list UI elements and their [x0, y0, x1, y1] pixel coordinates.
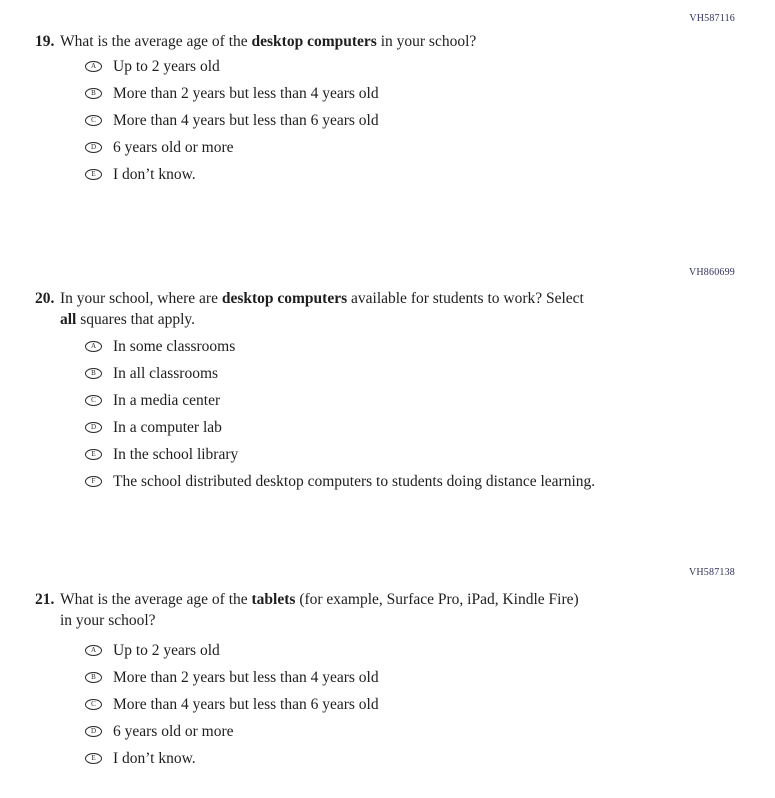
answer-bubble-icon[interactable] [85, 672, 102, 683]
answer-bubble-icon[interactable] [85, 169, 102, 180]
option-label: More than 2 years but less than 4 years old [113, 85, 379, 102]
answer-option[interactable] [85, 107, 745, 134]
question-21-line2 [60, 610, 579, 631]
question-21-row [35, 589, 745, 631]
option-label: More than 2 years but less than 4 years old [113, 669, 379, 686]
answer-bubble-icon[interactable] [85, 422, 102, 433]
option-letter: C [91, 395, 96, 404]
option-label: 6 years old or more [113, 723, 234, 740]
question-21-line1 [60, 589, 579, 610]
option-letter: C [91, 699, 96, 708]
option-label: In a computer lab [113, 419, 222, 436]
option-letter: D [90, 142, 97, 151]
answer-bubble-icon[interactable] [85, 726, 102, 737]
answer-option[interactable] [85, 360, 745, 387]
option-label: More than 4 years but less than 6 years old [113, 696, 379, 713]
option-label: Up to 2 years old [113, 642, 220, 659]
answer-option[interactable] [85, 718, 745, 745]
question-text-segment: In your school, where are [60, 290, 222, 307]
question-text-segment: squares that apply. [76, 311, 196, 328]
question-20-line2 [60, 309, 584, 330]
answer-bubble-icon[interactable] [85, 115, 102, 126]
option-letter: C [91, 115, 96, 124]
answer-bubble-icon[interactable] [85, 341, 102, 352]
question-text-segment: (for example, Surface Pro, iPad, Kindle Fire) [295, 591, 579, 608]
answer-bubble-icon[interactable] [85, 88, 102, 99]
answer-option[interactable] [85, 333, 745, 360]
answer-bubble-icon[interactable] [85, 395, 102, 406]
question-21-number: 21. [35, 591, 55, 608]
option-label: In the school library [113, 446, 239, 463]
question-20-row [35, 288, 745, 330]
answer-option[interactable] [85, 414, 745, 441]
accession-code-q20: VH860699 [688, 267, 735, 278]
question-20-line1 [60, 288, 584, 309]
question-text-bold-segment: desktop computers [221, 290, 348, 307]
option-letter: D [90, 726, 97, 735]
question-19-number: 19. [35, 33, 55, 50]
question-text-segment: in your school? [60, 612, 156, 629]
answer-bubble-icon[interactable] [85, 476, 102, 487]
question-19-line1 [60, 31, 476, 52]
question-text-segment: in your school? [376, 33, 477, 50]
answer-option[interactable] [85, 80, 745, 107]
answer-option[interactable] [85, 468, 745, 495]
question-text-bold-segment: desktop computers [251, 33, 377, 50]
question-text-bold-segment: all [60, 311, 77, 328]
option-letter: A [90, 341, 97, 350]
answer-option[interactable] [85, 637, 745, 664]
option-label: In some classrooms [113, 338, 236, 355]
answer-option[interactable] [85, 691, 745, 718]
option-letter: A [90, 61, 97, 70]
question-19 [35, 31, 745, 188]
answer-option[interactable] [85, 134, 745, 161]
answer-bubble-icon[interactable] [85, 753, 102, 764]
answer-option[interactable] [85, 441, 745, 468]
option-letter: E [91, 753, 96, 762]
answer-option[interactable] [85, 664, 745, 691]
question-text-segment: What is the average age of the [60, 591, 252, 608]
question-21 [35, 589, 745, 772]
option-letter: B [91, 672, 96, 681]
option-letter: A [90, 645, 97, 654]
answer-option[interactable] [85, 745, 745, 772]
question-20-number: 20. [35, 290, 55, 307]
option-letter: B [91, 88, 96, 97]
question-21-options [35, 637, 745, 772]
accession-code-q21: VH587138 [688, 567, 735, 578]
option-label: I don’t know. [113, 166, 196, 183]
answer-bubble-icon[interactable] [85, 142, 102, 153]
option-letter: E [91, 449, 96, 458]
accession-code-q19: VH587116 [689, 13, 735, 24]
answer-option[interactable] [85, 53, 745, 80]
option-letter: F [91, 476, 96, 485]
question-20-text [60, 288, 584, 330]
option-label: I don’t know. [113, 750, 196, 767]
option-label: More than 4 years but less than 6 years old [113, 112, 379, 129]
option-letter: D [90, 422, 97, 431]
option-label: In a media center [113, 392, 221, 409]
option-letter: B [91, 368, 96, 377]
answer-option[interactable] [85, 387, 745, 414]
question-19-text [60, 31, 476, 52]
answer-bubble-icon[interactable] [85, 449, 102, 460]
answer-bubble-icon[interactable] [85, 61, 102, 72]
option-label: In all classrooms [113, 365, 219, 382]
question-20-options [35, 333, 745, 495]
question-text-segment: available for students to work? Select [347, 290, 584, 307]
answer-bubble-icon[interactable] [85, 368, 102, 379]
option-label: Up to 2 years old [113, 58, 220, 75]
option-label: 6 years old or more [113, 139, 234, 156]
option-letter: E [91, 169, 96, 178]
question-19-options [35, 53, 745, 188]
answer-bubble-icon[interactable] [85, 645, 102, 656]
question-19-row [35, 31, 745, 52]
question-21-text [60, 589, 579, 631]
answer-option[interactable] [85, 161, 745, 188]
option-label: The school distributed desktop computers to students doing distance learning. [113, 473, 596, 490]
question-20 [35, 288, 745, 495]
question-text-bold-segment: tablets [251, 591, 296, 608]
question-text-segment: What is the average age of the [60, 33, 252, 50]
answer-bubble-icon[interactable] [85, 699, 102, 710]
